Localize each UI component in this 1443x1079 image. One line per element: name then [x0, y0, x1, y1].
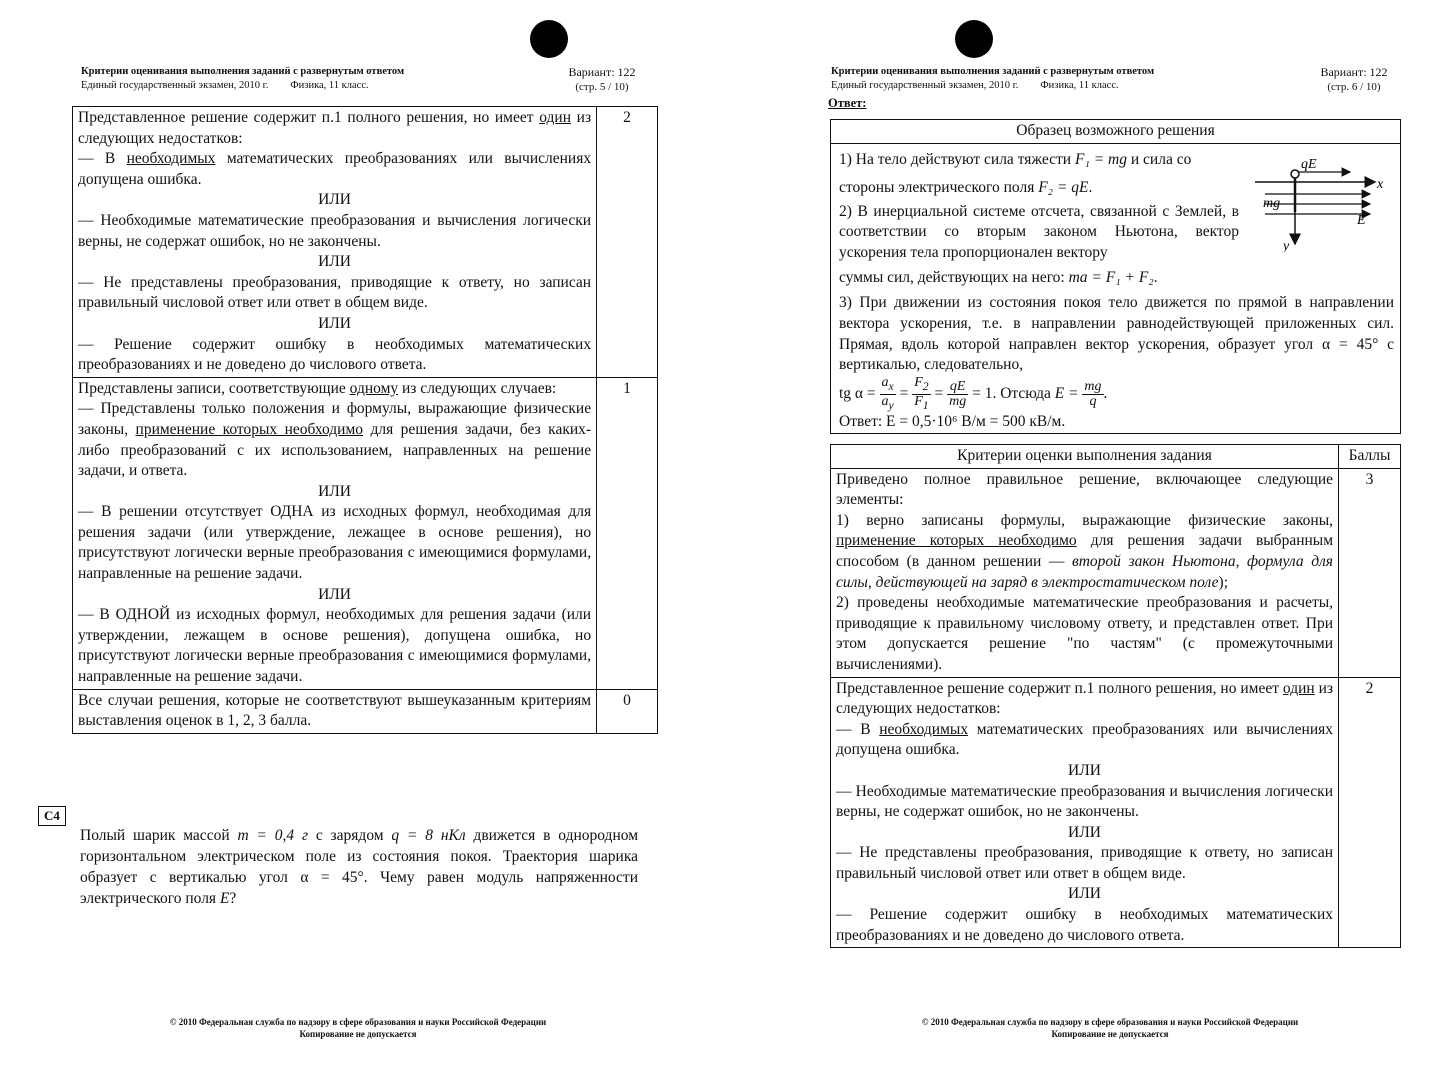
punch-hole-icon — [530, 20, 568, 58]
criteria-text: Представленное решение содержит п.1 полного решения, но имеет один из следующих недостатков: — В необходимых математических преобразованиях или вычислениях допущена ошибка. ИЛИ — Необходимые математические преобразования и вычисления логически верны, не содержат ошибок, но не закончены. ИЛИ — Не представлены преобразования, приводящие к ответу, но записан правильный числовой ответ или ответ в общем виде. ИЛИ — Решение содержит ошибку в необходимых математических преобразованиях и не доведено до числового ответа. — [73, 107, 597, 378]
header-variant: Вариант: 122 (стр. 5 / 10) — [568, 65, 636, 93]
table-row — [73, 377, 658, 689]
footer: © 2010 Федеральная служба по надзору в сфере образования и науки Российской Федерации Копирование не допускается — [169, 1017, 547, 1039]
diagram-label: E — [1357, 212, 1366, 228]
criteria-text: Все случаи решения, которые не соответствуют вышеуказанным критериям выставления оценок в 1, 2, 3 балла. — [73, 689, 597, 733]
table-row — [831, 468, 1401, 677]
table-row — [831, 677, 1401, 948]
header-subtitle: Единый государственный экзамен, 2010 г. Физика, 11 класс. — [831, 80, 1119, 91]
table-header-row — [831, 445, 1401, 469]
column-header: Баллы — [1339, 445, 1401, 469]
criteria-points: 3 — [1339, 468, 1401, 677]
answer-label: Ответ: — [828, 96, 867, 110]
header-title: Критерии оценивания выполнения заданий с развернутым ответом — [81, 66, 405, 77]
force-diagram-icon — [1245, 152, 1395, 252]
solution-step-1: 1) На тело действуют сила тяжести F₁ = mg и сила со стороны электрического поля F₂ = qE. — [839, 150, 1192, 196]
table-row — [73, 689, 658, 733]
solution-answer: Ответ: E = 0,5·10⁶ В/м = 500 кВ/м. — [839, 413, 1066, 431]
solution-formula: tg α = $\frac{a_x}{a_y}$ = $\frac{F_2}{F_1}$ = $\frac{qE}{mg}$ = 1. Отсюда E = $\frac{mg}{q}$ . — [839, 374, 1108, 412]
punch-hole-icon — [955, 20, 993, 58]
table-row — [73, 107, 658, 378]
solution-step-3: 3) При движении из состояния покоя тело движется по прямой в направлении вектора ускорения, т.е. в направлении равнодействующей приложенных сил. Прямая, вдоль которой направлен вектор ускорения, образует угол α = 45° с вертикалью, следовательно, — [839, 294, 1394, 374]
diagram-label: x — [1377, 176, 1384, 192]
diagram-label: y — [1283, 238, 1290, 252]
header-subtitle: Единый государственный экзамен, 2010 г. Физика, 11 класс. — [81, 80, 369, 91]
task-label: С4 — [38, 806, 66, 826]
diagram-label: qE — [1301, 156, 1317, 172]
criteria-text: Представленное решение содержит п.1 полного решения, но имеет один из следующих недостатков: — В необходимых математических преобразованиях или вычислениях допущена ошибка. ИЛИ — Необходимые математические преобразования и вычисления логически верны, не содержат ошибок, но не закончены. ИЛИ — Не представлены преобразования, приводящие к ответу, но записан правильный числовой ответ или ответ в общем виде. ИЛИ — Решение содержит ошибку в необходимых математических преобразованиях и не доведено до числового ответа. — [831, 677, 1339, 948]
task-text: Полый шарик массой m = 0,4 г с зарядом q = 8 нКл движется в однородном горизонтальном электрическом поле из состояния покоя. Траектория шарика образует с вертикалью угол α = 45°. Чему равен модуль напряженности электрического поля E? — [80, 827, 638, 907]
solution-heading: Образец возможного решения — [831, 120, 1400, 144]
footer: © 2010 Федеральная служба по надзору в сфере образования и науки Российской Федерации Копирование не допускается — [921, 1017, 1299, 1039]
criteria-text: Представлены записи, соответствующие одному из следующих случаев: — Представлены только положения и формулы, выражающие физические законы, применение которых необходимо для решения задачи, без каких-либо преобразований с их использованием, направленных на решение задачи, и ответа. ИЛИ — В решении отсутствует ОДНА из исходных формул, необходимая для решения задачи (или утверждение, лежащее в основе решения), но присутствуют логически верные преобразования с имеющимися формулами, направленные на решение задачи. ИЛИ — В ОДНОЙ из исходных формул, необходимых для решения задачи (или утверждении, лежащем в основе решения), допущена ошибка, но присутствуют логически верные преобразования с имеющимися формулами, направленные на решение задачи. — [73, 377, 597, 689]
criteria-text: Приведено полное правильное решение, включающее следующие элементы: 1) верно записаны формулы, выражающие физические законы, применение которых необходимо для решения задачи выбранным способом (в данном решении — второй закон Ньютона, формула для силы, действующей на заряд в электростатическом поле); 2) проведены необходимые математические преобразования и расчеты, приводящие к правильному числовому ответу, и представлен ответ. При этом допускается решение "по частям" (с промежуточными вычислениями). — [831, 468, 1339, 677]
criteria-table — [830, 444, 1401, 948]
solution-step-2: 2) В инерциальной системе отсчета, связанной с Землей, в соответствии со вторым законом Ньютона, вектор ускорения тела пропорционален вектору — [839, 202, 1239, 261]
page-left — [0, 0, 720, 1079]
column-header: Критерии оценки выполнения задания — [831, 445, 1339, 469]
diagram-label: mg — [1263, 195, 1281, 211]
header-title: Критерии оценивания выполнения заданий с развернутым ответом — [831, 66, 1155, 77]
criteria-points: 2 — [1339, 677, 1401, 948]
solution-box — [830, 119, 1401, 434]
criteria-points: 0 — [597, 689, 658, 733]
criteria-points: 1 — [597, 377, 658, 689]
solution-step-2-formula: суммы сил, действующих на него: ma = F₁ + F₂. — [839, 269, 1158, 287]
criteria-points: 2 — [597, 107, 658, 378]
header-variant: Вариант: 122 (стр. 6 / 10) — [1320, 65, 1388, 93]
criteria-table — [72, 106, 658, 734]
